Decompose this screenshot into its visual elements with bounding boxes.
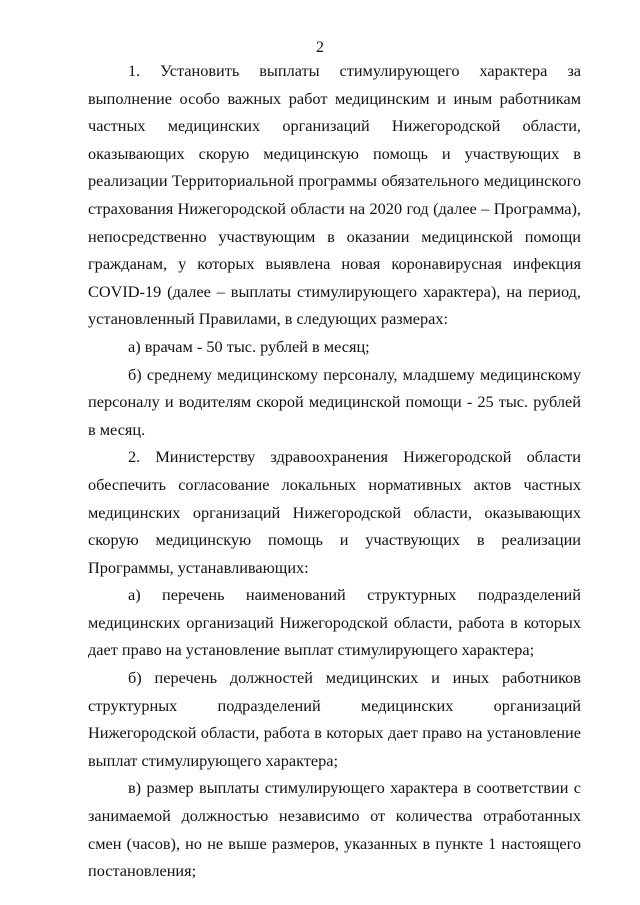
paragraph-2: 2. Министерству здравоохранения Нижегородской области обеспечить согласование локальных нормативных актов частных медицинских организаций Нижегородской области, оказывающих скорую медицинскую помощь и участвующих в реализации Программы, устанавливающих: (88, 447, 581, 577)
paragraph-2c: в) размер выплаты стимулирующего характера в соответствии с занимаемой должностью независимо от количества отработанных смен (часов), но не выше размеров, указанных в пункте 1 настоящего постановления; (88, 778, 581, 881)
document-body (88, 57, 581, 885)
page-number: 2 (316, 39, 324, 56)
paragraph-2b: б) перечень должностей медицинских и иных работников структурных подразделений медицинских организаций Нижегородской области, работа в которых дает право на установление выплат стимулирующего характера; (88, 668, 581, 770)
paragraph-1b: б) среднему медицинскому персоналу, младшему медицинскому персоналу и водителям скорой медицинской помощи - 25 тыс. рублей в месяц. (88, 364, 581, 439)
paragraph-1: 1. Установить выплаты стимулирующего характера за выполнение особо важных работ медицинским и иным работникам частных медицинских организаций Нижегородской области, оказывающих скорую медицинскую помощь и участвующих в реализации Территориальной программы обязательного медицинского страхования Нижегородской области на 2020 год (далее – Программа), непосредственно участвующим в оказании медицинской помощи гражданам, у которых выявлена новая коронавирусная инфекция COVID-19 (далее – выплаты стимулирующего характера), на период, установленный Правилами, в следующих размерах: (88, 61, 581, 329)
paragraph-1a: а) врачам - 50 тыс. рублей в месяц; (128, 336, 370, 356)
paragraph-2a: а) перечень наименований структурных подразделений медицинских организаций Нижегородской области, работа в которых дает право на установление выплат стимулирующего характера; (88, 585, 581, 660)
